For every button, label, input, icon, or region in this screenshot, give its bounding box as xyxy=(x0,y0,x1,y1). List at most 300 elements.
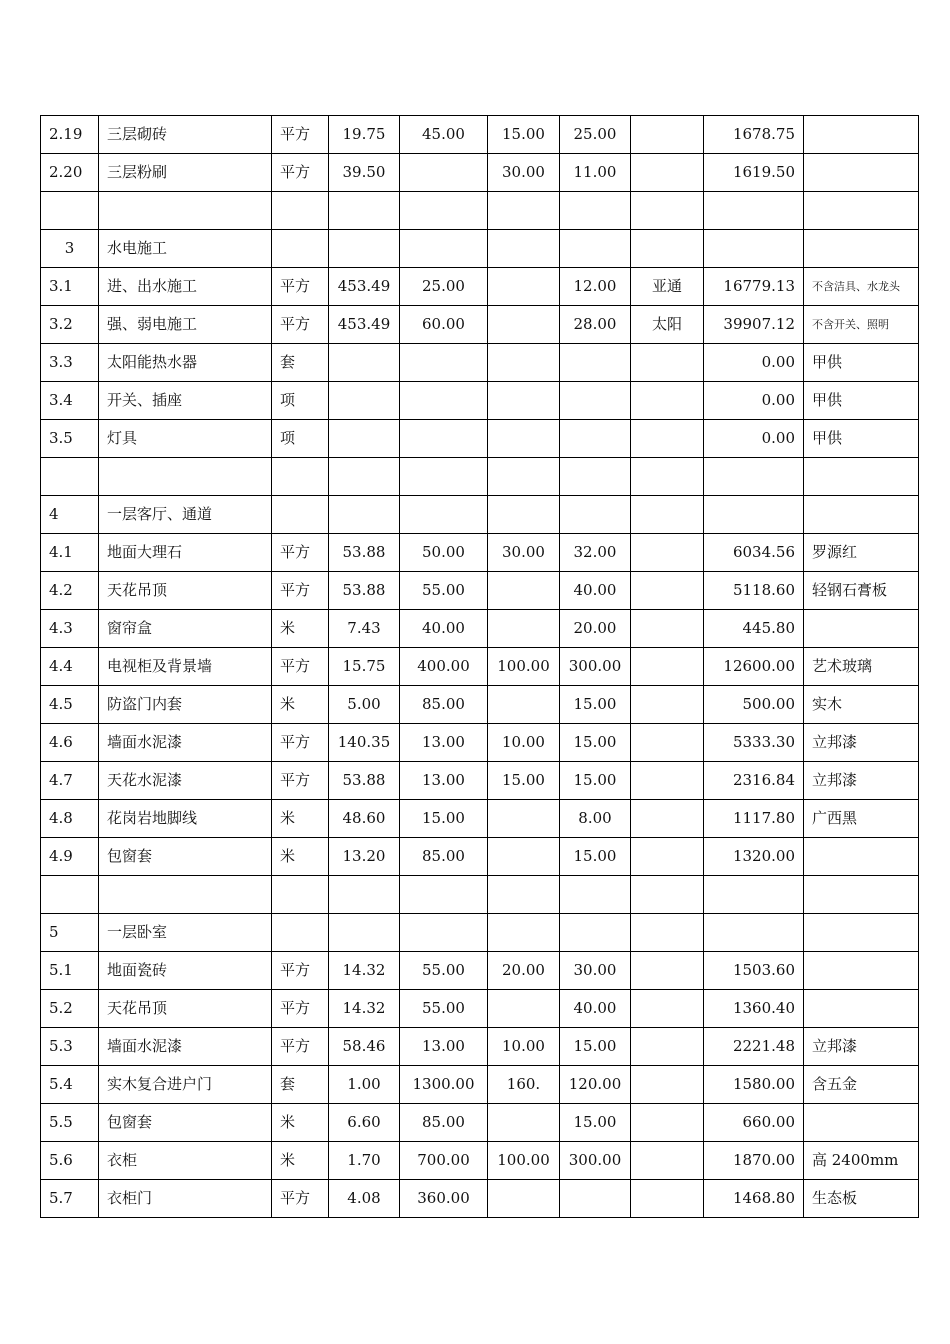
item-number-cell: 3.2 xyxy=(41,306,99,344)
material-price-cell: 55.00 xyxy=(400,990,488,1028)
brand-cell xyxy=(631,1104,704,1142)
note-cell xyxy=(804,838,919,876)
unit-cell xyxy=(272,458,329,496)
brand-cell xyxy=(631,496,704,534)
table-row xyxy=(41,192,919,230)
note-cell: 轻钢石膏板 xyxy=(804,572,919,610)
note-cell xyxy=(804,990,919,1028)
item-number-cell: 5 xyxy=(41,914,99,952)
unit-cell: 米 xyxy=(272,800,329,838)
material-price-cell: 13.00 xyxy=(400,762,488,800)
table-row xyxy=(41,952,919,990)
item-number-cell: 4.1 xyxy=(41,534,99,572)
table-row xyxy=(41,914,919,952)
table-row xyxy=(41,1104,919,1142)
material-price-cell: 40.00 xyxy=(400,610,488,648)
item-name-cell: 地面瓷砖 xyxy=(99,952,272,990)
brand-cell xyxy=(631,648,704,686)
labor-price-cell xyxy=(560,192,631,230)
unit-cell: 项 xyxy=(272,382,329,420)
item-name-cell: 花岗岩地脚线 xyxy=(99,800,272,838)
unit-cell: 平方 xyxy=(272,154,329,192)
item-name-cell: 包窗套 xyxy=(99,1104,272,1142)
brand-cell xyxy=(631,534,704,572)
quantity-cell xyxy=(329,458,400,496)
quantity-cell xyxy=(329,382,400,420)
unit-cell: 平方 xyxy=(272,534,329,572)
brand-cell xyxy=(631,686,704,724)
item-number-cell: 4.7 xyxy=(41,762,99,800)
labor-price-cell: 40.00 xyxy=(560,572,631,610)
material-price-cell: 400.00 xyxy=(400,648,488,686)
auxiliary-price-cell xyxy=(488,686,560,724)
auxiliary-price-cell: 100.00 xyxy=(488,648,560,686)
total-cell: 1870.00 xyxy=(704,1142,804,1180)
material-price-cell xyxy=(400,914,488,952)
auxiliary-price-cell: 160. xyxy=(488,1066,560,1104)
total-cell: 5118.60 xyxy=(704,572,804,610)
material-price-cell: 85.00 xyxy=(400,686,488,724)
brand-cell xyxy=(631,344,704,382)
quantity-cell: 53.88 xyxy=(329,762,400,800)
note-cell: 立邦漆 xyxy=(804,762,919,800)
unit-cell: 平方 xyxy=(272,990,329,1028)
total-cell: 1468.80 xyxy=(704,1180,804,1218)
item-number-cell: 4.2 xyxy=(41,572,99,610)
quantity-cell: 6.60 xyxy=(329,1104,400,1142)
auxiliary-price-cell xyxy=(488,1104,560,1142)
labor-price-cell xyxy=(560,1180,631,1218)
labor-price-cell: 32.00 xyxy=(560,534,631,572)
labor-price-cell xyxy=(560,914,631,952)
note-cell xyxy=(804,230,919,268)
labor-price-cell: 25.00 xyxy=(560,116,631,154)
brand-cell xyxy=(631,952,704,990)
labor-price-cell: 40.00 xyxy=(560,990,631,1028)
brand-cell xyxy=(631,1066,704,1104)
auxiliary-price-cell xyxy=(488,230,560,268)
total-cell: 2221.48 xyxy=(704,1028,804,1066)
total-cell: 6034.56 xyxy=(704,534,804,572)
total-cell: 0.00 xyxy=(704,420,804,458)
quantity-cell: 140.35 xyxy=(329,724,400,762)
quantity-cell: 5.00 xyxy=(329,686,400,724)
table-row xyxy=(41,382,919,420)
quantity-cell: 15.75 xyxy=(329,648,400,686)
item-name-cell: 太阳能热水器 xyxy=(99,344,272,382)
unit-cell: 平方 xyxy=(272,648,329,686)
table-row xyxy=(41,724,919,762)
note-cell xyxy=(804,952,919,990)
unit-cell: 米 xyxy=(272,1104,329,1142)
item-name-cell: 一层客厅、通道 xyxy=(99,496,272,534)
unit-cell: 平方 xyxy=(272,1028,329,1066)
brand-cell xyxy=(631,610,704,648)
item-name-cell: 电视柜及背景墙 xyxy=(99,648,272,686)
total-cell: 2316.84 xyxy=(704,762,804,800)
brand-cell xyxy=(631,1180,704,1218)
total-cell xyxy=(704,876,804,914)
auxiliary-price-cell: 100.00 xyxy=(488,1142,560,1180)
table-row xyxy=(41,230,919,268)
labor-price-cell: 15.00 xyxy=(560,724,631,762)
labor-price-cell: 15.00 xyxy=(560,1028,631,1066)
table-row xyxy=(41,268,919,306)
brand-cell xyxy=(631,800,704,838)
brand-cell xyxy=(631,838,704,876)
material-price-cell: 55.00 xyxy=(400,952,488,990)
item-number-cell: 2.20 xyxy=(41,154,99,192)
table-row xyxy=(41,648,919,686)
item-name-cell: 包窗套 xyxy=(99,838,272,876)
table-body xyxy=(41,116,919,1218)
total-cell xyxy=(704,230,804,268)
material-price-cell: 700.00 xyxy=(400,1142,488,1180)
brand-cell xyxy=(631,382,704,420)
auxiliary-price-cell xyxy=(488,458,560,496)
total-cell: 1580.00 xyxy=(704,1066,804,1104)
item-name-cell: 一层卧室 xyxy=(99,914,272,952)
material-price-cell xyxy=(400,496,488,534)
item-number-cell: 4.5 xyxy=(41,686,99,724)
quantity-cell xyxy=(329,344,400,382)
item-number-cell: 3.3 xyxy=(41,344,99,382)
material-price-cell: 15.00 xyxy=(400,800,488,838)
unit-cell: 米 xyxy=(272,610,329,648)
note-cell: 高 2400mm xyxy=(804,1142,919,1180)
item-number-cell xyxy=(41,876,99,914)
note-cell xyxy=(804,192,919,230)
unit-cell xyxy=(272,914,329,952)
auxiliary-price-cell xyxy=(488,344,560,382)
quantity-cell xyxy=(329,230,400,268)
quantity-cell: 4.08 xyxy=(329,1180,400,1218)
item-number-cell: 4.4 xyxy=(41,648,99,686)
quantity-cell xyxy=(329,876,400,914)
total-cell xyxy=(704,192,804,230)
total-cell xyxy=(704,458,804,496)
quantity-cell: 453.49 xyxy=(329,268,400,306)
auxiliary-price-cell xyxy=(488,306,560,344)
unit-cell: 平方 xyxy=(272,572,329,610)
material-price-cell xyxy=(400,420,488,458)
auxiliary-price-cell: 15.00 xyxy=(488,116,560,154)
quantity-cell: 1.70 xyxy=(329,1142,400,1180)
item-number-cell: 5.5 xyxy=(41,1104,99,1142)
labor-price-cell: 11.00 xyxy=(560,154,631,192)
auxiliary-price-cell: 20.00 xyxy=(488,952,560,990)
auxiliary-price-cell: 10.00 xyxy=(488,1028,560,1066)
material-price-cell xyxy=(400,154,488,192)
table-row xyxy=(41,496,919,534)
note-cell xyxy=(804,876,919,914)
material-price-cell: 25.00 xyxy=(400,268,488,306)
unit-cell xyxy=(272,876,329,914)
labor-price-cell: 20.00 xyxy=(560,610,631,648)
auxiliary-price-cell: 10.00 xyxy=(488,724,560,762)
item-name-cell xyxy=(99,192,272,230)
unit-cell: 项 xyxy=(272,420,329,458)
item-number-cell: 3.5 xyxy=(41,420,99,458)
item-number-cell: 5.1 xyxy=(41,952,99,990)
unit-cell: 米 xyxy=(272,1142,329,1180)
brand-cell xyxy=(631,572,704,610)
brand-cell xyxy=(631,116,704,154)
note-cell: 罗源红 xyxy=(804,534,919,572)
table-row xyxy=(41,838,919,876)
note-cell: 甲供 xyxy=(804,382,919,420)
table-row xyxy=(41,572,919,610)
unit-cell: 平方 xyxy=(272,762,329,800)
quantity-cell: 1.00 xyxy=(329,1066,400,1104)
note-cell: 广西黑 xyxy=(804,800,919,838)
total-cell: 500.00 xyxy=(704,686,804,724)
item-name-cell: 开关、插座 xyxy=(99,382,272,420)
item-name-cell: 三层粉刷 xyxy=(99,154,272,192)
item-number-cell: 3.4 xyxy=(41,382,99,420)
table-row xyxy=(41,762,919,800)
quantity-cell: 53.88 xyxy=(329,572,400,610)
item-name-cell: 天花吊顶 xyxy=(99,990,272,1028)
item-number-cell: 4 xyxy=(41,496,99,534)
total-cell: 1360.40 xyxy=(704,990,804,1028)
material-price-cell: 85.00 xyxy=(400,838,488,876)
auxiliary-price-cell xyxy=(488,800,560,838)
total-cell: 445.80 xyxy=(704,610,804,648)
labor-price-cell: 120.00 xyxy=(560,1066,631,1104)
budget-table xyxy=(40,115,919,1218)
unit-cell: 平方 xyxy=(272,952,329,990)
labor-price-cell: 30.00 xyxy=(560,952,631,990)
table-row xyxy=(41,344,919,382)
auxiliary-price-cell: 15.00 xyxy=(488,762,560,800)
total-cell: 12600.00 xyxy=(704,648,804,686)
table-row xyxy=(41,800,919,838)
item-name-cell: 衣柜门 xyxy=(99,1180,272,1218)
item-number-cell: 5.3 xyxy=(41,1028,99,1066)
item-number-cell: 5.6 xyxy=(41,1142,99,1180)
table-row xyxy=(41,876,919,914)
material-price-cell xyxy=(400,192,488,230)
auxiliary-price-cell: 30.00 xyxy=(488,154,560,192)
brand-cell xyxy=(631,230,704,268)
material-price-cell: 85.00 xyxy=(400,1104,488,1142)
auxiliary-price-cell xyxy=(488,192,560,230)
item-name-cell: 三层砌砖 xyxy=(99,116,272,154)
material-price-cell: 45.00 xyxy=(400,116,488,154)
note-cell xyxy=(804,458,919,496)
item-number-cell: 4.3 xyxy=(41,610,99,648)
item-number-cell: 5.7 xyxy=(41,1180,99,1218)
labor-price-cell: 300.00 xyxy=(560,648,631,686)
material-price-cell xyxy=(400,344,488,382)
brand-cell xyxy=(631,724,704,762)
note-cell: 甲供 xyxy=(804,420,919,458)
unit-cell: 平方 xyxy=(272,268,329,306)
quantity-cell: 14.32 xyxy=(329,952,400,990)
item-name-cell: 水电施工 xyxy=(99,230,272,268)
quantity-cell: 53.88 xyxy=(329,534,400,572)
labor-price-cell: 15.00 xyxy=(560,762,631,800)
item-number-cell xyxy=(41,192,99,230)
labor-price-cell xyxy=(560,458,631,496)
brand-cell xyxy=(631,876,704,914)
material-price-cell: 55.00 xyxy=(400,572,488,610)
material-price-cell xyxy=(400,230,488,268)
labor-price-cell: 15.00 xyxy=(560,838,631,876)
note-cell: 实木 xyxy=(804,686,919,724)
table-row xyxy=(41,116,919,154)
brand-cell: 亚通 xyxy=(631,268,704,306)
quantity-cell xyxy=(329,914,400,952)
note-cell xyxy=(804,116,919,154)
quantity-cell: 13.20 xyxy=(329,838,400,876)
material-price-cell: 13.00 xyxy=(400,1028,488,1066)
table-row xyxy=(41,1180,919,1218)
auxiliary-price-cell xyxy=(488,496,560,534)
labor-price-cell xyxy=(560,496,631,534)
labor-price-cell: 15.00 xyxy=(560,686,631,724)
auxiliary-price-cell xyxy=(488,268,560,306)
quantity-cell: 58.46 xyxy=(329,1028,400,1066)
auxiliary-price-cell: 30.00 xyxy=(488,534,560,572)
unit-cell xyxy=(272,230,329,268)
total-cell: 39907.12 xyxy=(704,306,804,344)
table-row xyxy=(41,420,919,458)
labor-price-cell: 28.00 xyxy=(560,306,631,344)
item-name-cell: 实木复合进户门 xyxy=(99,1066,272,1104)
item-name-cell: 防盗门内套 xyxy=(99,686,272,724)
item-name-cell: 天花吊顶 xyxy=(99,572,272,610)
note-cell: 立邦漆 xyxy=(804,1028,919,1066)
unit-cell: 套 xyxy=(272,344,329,382)
quantity-cell: 48.60 xyxy=(329,800,400,838)
item-name-cell: 强、弱电施工 xyxy=(99,306,272,344)
table-row xyxy=(41,154,919,192)
auxiliary-price-cell xyxy=(488,420,560,458)
table-row xyxy=(41,686,919,724)
total-cell: 1678.75 xyxy=(704,116,804,154)
note-cell: 艺术玻璃 xyxy=(804,648,919,686)
note-cell xyxy=(804,1104,919,1142)
unit-cell xyxy=(272,192,329,230)
note-cell: 不含开关、照明 xyxy=(804,306,919,344)
labor-price-cell xyxy=(560,420,631,458)
brand-cell xyxy=(631,762,704,800)
total-cell: 660.00 xyxy=(704,1104,804,1142)
labor-price-cell: 300.00 xyxy=(560,1142,631,1180)
item-number-cell: 5.4 xyxy=(41,1066,99,1104)
note-cell: 含五金 xyxy=(804,1066,919,1104)
table-row xyxy=(41,306,919,344)
table-row xyxy=(41,1066,919,1104)
auxiliary-price-cell xyxy=(488,382,560,420)
table-row xyxy=(41,1142,919,1180)
table-row xyxy=(41,1028,919,1066)
item-number-cell: 4.6 xyxy=(41,724,99,762)
labor-price-cell: 12.00 xyxy=(560,268,631,306)
item-number-cell: 3 xyxy=(41,230,99,268)
labor-price-cell: 8.00 xyxy=(560,800,631,838)
auxiliary-price-cell xyxy=(488,572,560,610)
brand-cell: 太阳 xyxy=(631,306,704,344)
total-cell: 16779.13 xyxy=(704,268,804,306)
note-cell: 不含洁具、水龙头 xyxy=(804,268,919,306)
brand-cell xyxy=(631,154,704,192)
total-cell: 5333.30 xyxy=(704,724,804,762)
total-cell: 1619.50 xyxy=(704,154,804,192)
auxiliary-price-cell xyxy=(488,1180,560,1218)
material-price-cell: 60.00 xyxy=(400,306,488,344)
labor-price-cell: 15.00 xyxy=(560,1104,631,1142)
material-price-cell xyxy=(400,382,488,420)
note-cell xyxy=(804,914,919,952)
note-cell: 生态板 xyxy=(804,1180,919,1218)
item-name-cell: 衣柜 xyxy=(99,1142,272,1180)
auxiliary-price-cell xyxy=(488,838,560,876)
total-cell: 1320.00 xyxy=(704,838,804,876)
unit-cell: 米 xyxy=(272,838,329,876)
unit-cell: 套 xyxy=(272,1066,329,1104)
item-number-cell xyxy=(41,458,99,496)
item-name-cell: 灯具 xyxy=(99,420,272,458)
unit-cell: 平方 xyxy=(272,1180,329,1218)
table-row xyxy=(41,534,919,572)
labor-price-cell xyxy=(560,876,631,914)
material-price-cell xyxy=(400,876,488,914)
quantity-cell: 39.50 xyxy=(329,154,400,192)
note-cell xyxy=(804,610,919,648)
material-price-cell xyxy=(400,458,488,496)
item-name-cell: 窗帘盒 xyxy=(99,610,272,648)
brand-cell xyxy=(631,420,704,458)
quantity-cell: 14.32 xyxy=(329,990,400,1028)
quantity-cell: 7.43 xyxy=(329,610,400,648)
unit-cell: 平方 xyxy=(272,724,329,762)
quantity-cell xyxy=(329,192,400,230)
material-price-cell: 360.00 xyxy=(400,1180,488,1218)
item-number-cell: 2.19 xyxy=(41,116,99,154)
item-name-cell: 墙面水泥漆 xyxy=(99,724,272,762)
brand-cell xyxy=(631,458,704,496)
unit-cell xyxy=(272,496,329,534)
item-number-cell: 3.1 xyxy=(41,268,99,306)
labor-price-cell xyxy=(560,382,631,420)
item-number-cell: 4.8 xyxy=(41,800,99,838)
item-name-cell xyxy=(99,876,272,914)
labor-price-cell xyxy=(560,344,631,382)
total-cell: 0.00 xyxy=(704,344,804,382)
item-number-cell: 5.2 xyxy=(41,990,99,1028)
quantity-cell: 453.49 xyxy=(329,306,400,344)
material-price-cell: 50.00 xyxy=(400,534,488,572)
unit-cell: 平方 xyxy=(272,306,329,344)
item-name-cell: 墙面水泥漆 xyxy=(99,1028,272,1066)
brand-cell xyxy=(631,1142,704,1180)
total-cell xyxy=(704,496,804,534)
item-name-cell: 地面大理石 xyxy=(99,534,272,572)
unit-cell: 平方 xyxy=(272,116,329,154)
table-row xyxy=(41,610,919,648)
quantity-cell xyxy=(329,496,400,534)
total-cell: 1503.60 xyxy=(704,952,804,990)
total-cell: 0.00 xyxy=(704,382,804,420)
table-row xyxy=(41,458,919,496)
quantity-cell xyxy=(329,420,400,458)
material-price-cell: 13.00 xyxy=(400,724,488,762)
item-number-cell: 4.9 xyxy=(41,838,99,876)
item-name-cell xyxy=(99,458,272,496)
